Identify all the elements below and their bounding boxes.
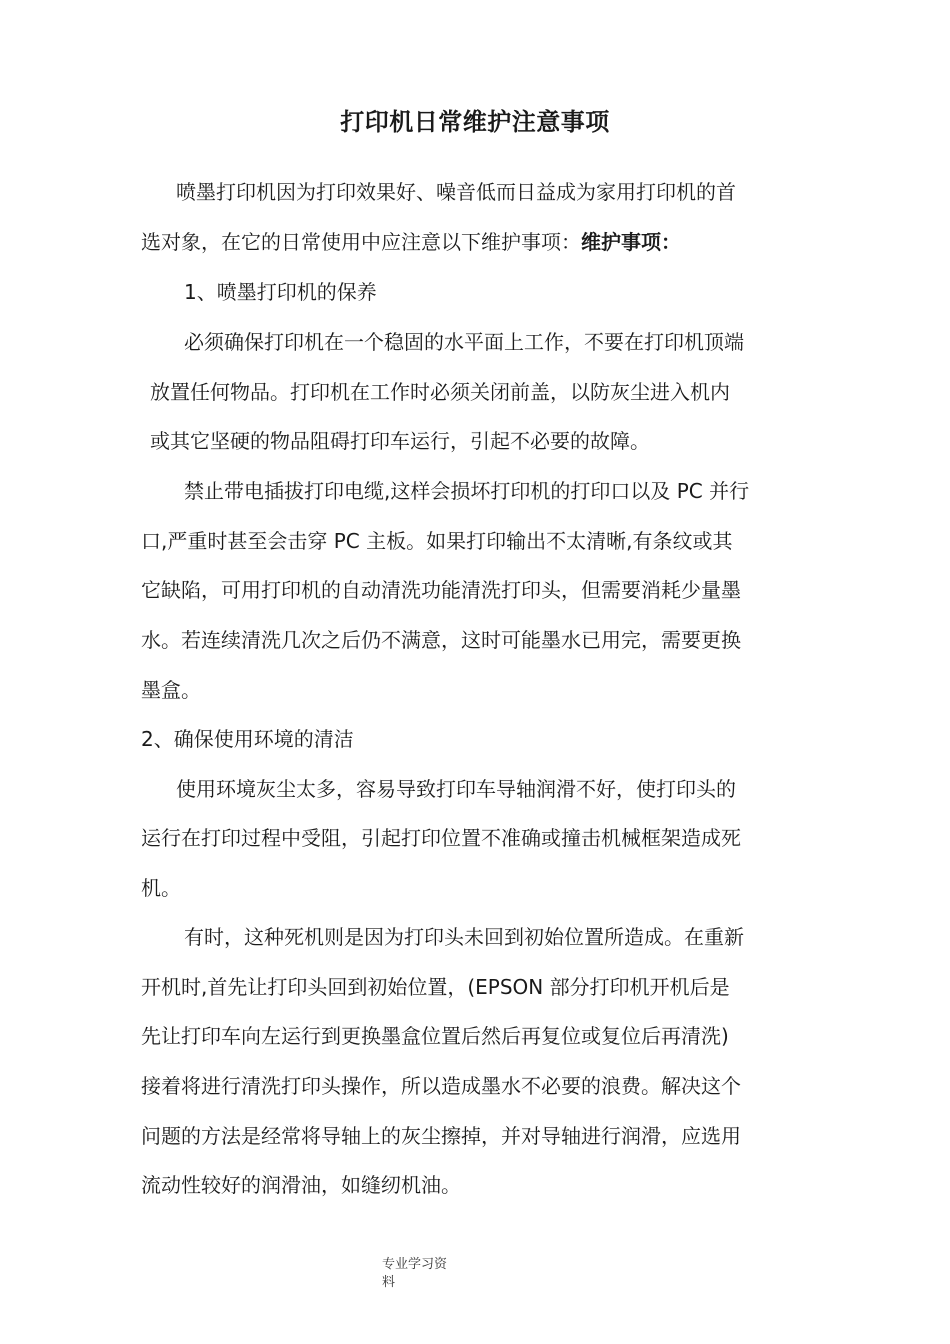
section-1-para-2-line-4: 水。若连续清洗几次之后仍不满意，这时可能墨水已用完，需要更换 bbox=[141, 628, 741, 652]
footer-line-1: 专业学习资 bbox=[382, 1257, 448, 1272]
section-2-para-1-line-2: 运行在打印过程中受阻，引起打印位置不准确或撞击机械框架造成死 bbox=[141, 826, 741, 850]
section-1-para-2-line-1: 禁止带电插拔打印电缆,这样会损坏打印机的打印口以及 PC 并行 bbox=[184, 479, 750, 503]
section-1-para-1-line-2: 放置任何物品。打印机在工作时必须关闭前盖，以防灰尘进入机内 bbox=[150, 380, 730, 404]
section-2-para-2-line-1: 有时，这种死机则是因为打印头未回到初始位置所造成。在重新 bbox=[184, 925, 744, 949]
section-1-para-1-line-3: 或其它坚硬的物品阻碍打印车运行，引起不必要的故障。 bbox=[150, 429, 650, 453]
section-1-para-2-line-3: 它缺陷，可用打印机的自动清洗功能清洗打印头，但需要消耗少量墨 bbox=[141, 578, 741, 602]
section-2-para-2-line-3: 先让打印车向左运行到更换墨盒位置后然后再复位或复位后再清洗) bbox=[141, 1024, 729, 1048]
intro-line-2 bbox=[141, 227, 681, 257]
section-1-para-2-line-5: 墨盒。 bbox=[141, 678, 201, 702]
document-title: 打印机日常维护注意事项 bbox=[340, 108, 610, 136]
intro-line-2-bold: 维护事项： bbox=[581, 230, 681, 254]
section-2-para-2-line-4: 接着将进行清洗打印头操作，所以造成墨水不必要的浪费。解决这个 bbox=[141, 1074, 741, 1098]
intro-line-2-text: 选对象，在它的日常使用中应注意以下维护事项： bbox=[141, 230, 581, 254]
section-1-para-2-line-2: 口,严重时甚至会击穿 PC 主板。如果打印输出不太清晰,有条纹或其 bbox=[141, 529, 733, 553]
section-2-para-2-line-6: 流动性较好的润滑油，如缝纫机油。 bbox=[141, 1173, 461, 1197]
intro-line-1: 喷墨打印机因为打印效果好、噪音低而日益成为家用打印机的首 bbox=[176, 180, 736, 204]
section-1-heading: 1、喷墨打印机的保养 bbox=[184, 280, 377, 304]
footer-line-2: 料 bbox=[382, 1275, 396, 1290]
section-2-heading: 2、确保使用环境的清洁 bbox=[141, 727, 354, 751]
section-2-para-1-line-3: 机。 bbox=[141, 876, 181, 900]
section-2-para-2-line-2: 开机时,首先让打印头回到初始位置，(EPSON 部分打印机开机后是 bbox=[141, 975, 730, 999]
section-2-para-1-line-1: 使用环境灰尘太多，容易导致打印车导轴润滑不好，使打印头的 bbox=[176, 777, 736, 801]
section-2-para-2-line-5: 问题的方法是经常将导轴上的灰尘擦掉，并对导轴进行润滑，应选用 bbox=[141, 1124, 741, 1148]
section-1-para-1-line-1: 必须确保打印机在一个稳固的水平面上工作，不要在打印机顶端 bbox=[184, 330, 744, 354]
page-footer bbox=[382, 1256, 447, 1292]
